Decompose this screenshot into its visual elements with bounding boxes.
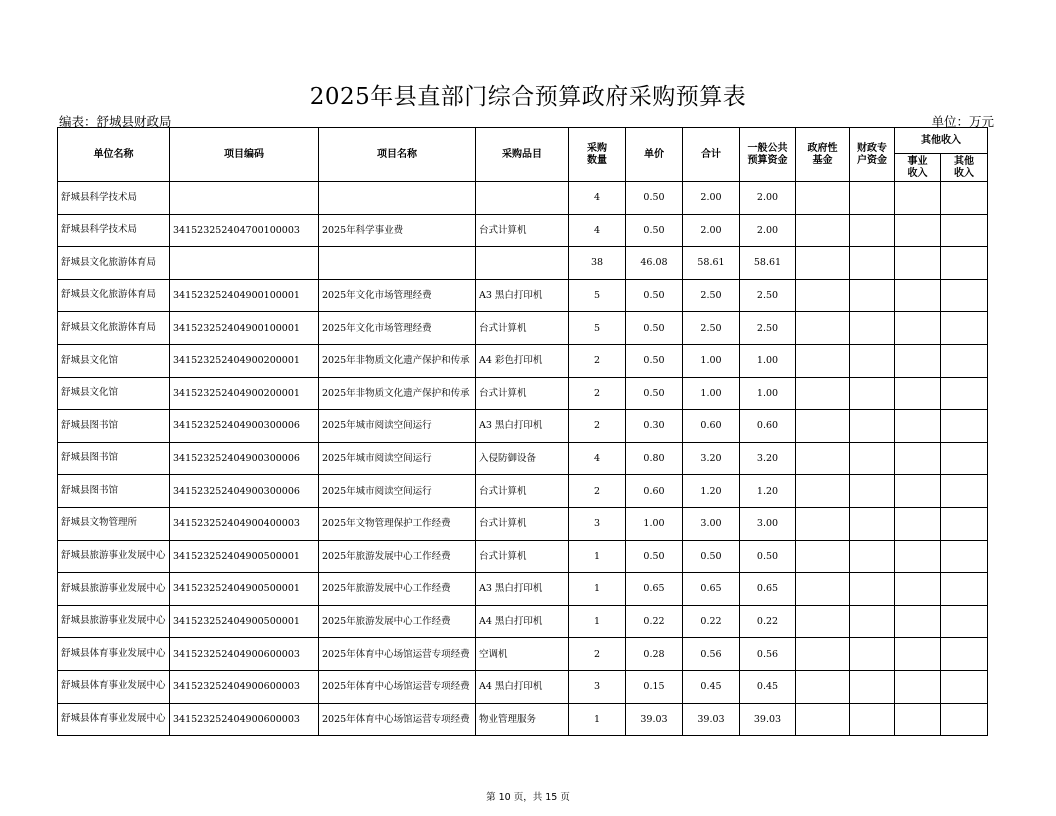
total-cell: 0.60 — [683, 410, 740, 443]
business-income-cell — [895, 377, 941, 410]
table-row — [58, 703, 988, 736]
other-income-cell — [941, 247, 988, 280]
total-cell: 1.00 — [683, 377, 740, 410]
special-fund-cell — [850, 247, 895, 280]
unit-cell: 舒城县旅游事业发展中心 — [58, 540, 170, 573]
quantity-cell: 1 — [569, 573, 626, 606]
price-cell: 0.65 — [626, 573, 683, 606]
other-income-cell — [941, 638, 988, 671]
header-business-income: 事业收入 — [895, 154, 941, 182]
unit-cell: 舒城县旅游事业发展中心 — [58, 605, 170, 638]
quantity-cell: 4 — [569, 214, 626, 247]
other-income-cell — [941, 573, 988, 606]
code-cell: 341523252404900100001 — [170, 279, 319, 312]
total-cell: 39.03 — [683, 703, 740, 736]
gov-fund-cell — [796, 638, 850, 671]
unit-cell: 舒城县图书馆 — [58, 475, 170, 508]
table-row — [58, 312, 988, 345]
table-row — [58, 507, 988, 540]
compiler-label: 编表：舒城县财政局 — [59, 114, 172, 129]
unit-cell: 舒城县旅游事业发展中心 — [58, 573, 170, 606]
other-income-cell — [941, 344, 988, 377]
total-cell: 0.22 — [683, 605, 740, 638]
gov-fund-cell — [796, 214, 850, 247]
general-budget-cell: 1.00 — [740, 377, 796, 410]
gov-fund-cell — [796, 475, 850, 508]
general-budget-cell: 2.00 — [740, 182, 796, 215]
business-income-cell — [895, 344, 941, 377]
project-name-cell — [319, 247, 476, 280]
project-name-cell: 2025年旅游发展中心工作经费 — [319, 605, 476, 638]
special-fund-cell — [850, 344, 895, 377]
business-income-cell — [895, 182, 941, 215]
special-fund-cell — [850, 475, 895, 508]
gov-fund-cell — [796, 540, 850, 573]
price-cell: 0.50 — [626, 312, 683, 345]
code-cell: 341523252404900500001 — [170, 605, 319, 638]
item-cell: A4 黑白打印机 — [476, 605, 569, 638]
business-income-cell — [895, 638, 941, 671]
unit-cell: 舒城县文物管理所 — [58, 507, 170, 540]
business-income-cell — [895, 247, 941, 280]
unit-cell: 舒城县体育事业发展中心 — [58, 638, 170, 671]
project-name-cell: 2025年文物管理保护工作经费 — [319, 507, 476, 540]
general-budget-cell: 58.61 — [740, 247, 796, 280]
other-income-cell — [941, 605, 988, 638]
total-cell: 3.20 — [683, 442, 740, 475]
general-budget-cell: 0.50 — [740, 540, 796, 573]
unit-cell: 舒城县图书馆 — [58, 442, 170, 475]
total-cell: 58.61 — [683, 247, 740, 280]
gov-fund-cell — [796, 182, 850, 215]
total-cell: 3.00 — [683, 507, 740, 540]
unit-cell: 舒城县文化旅游体育局 — [58, 312, 170, 345]
item-cell: 台式计算机 — [476, 377, 569, 410]
special-fund-cell — [850, 638, 895, 671]
total-cell: 2.00 — [683, 182, 740, 215]
quantity-cell: 1 — [569, 540, 626, 573]
unit-cell: 舒城县文化旅游体育局 — [58, 247, 170, 280]
procurement-budget-table — [57, 127, 988, 736]
other-income-cell — [941, 507, 988, 540]
business-income-cell — [895, 214, 941, 247]
page-title: 2025年县直部门综合预算政府采购预算表 — [309, 84, 747, 110]
code-cell: 341523252404700100003 — [170, 214, 319, 247]
price-cell: 0.80 — [626, 442, 683, 475]
quantity-cell: 4 — [569, 182, 626, 215]
table-row — [58, 214, 988, 247]
price-cell: 0.30 — [626, 410, 683, 443]
project-name-cell: 2025年非物质文化遗产保护和传承 — [319, 377, 476, 410]
code-cell: 341523252404900400003 — [170, 507, 319, 540]
other-income-cell — [941, 312, 988, 345]
price-cell: 1.00 — [626, 507, 683, 540]
header-project-name: 项目名称 — [319, 128, 476, 182]
gov-fund-cell — [796, 442, 850, 475]
quantity-cell: 2 — [569, 344, 626, 377]
total-cell: 0.50 — [683, 540, 740, 573]
header-gov-fund: 政府性基金 — [796, 128, 850, 182]
project-name-cell: 2025年城市阅读空间运行 — [319, 442, 476, 475]
project-name-cell: 2025年体育中心场馆运营专项经费 — [319, 703, 476, 736]
business-income-cell — [895, 540, 941, 573]
code-cell — [170, 247, 319, 280]
item-cell: 台式计算机 — [476, 475, 569, 508]
price-cell: 0.50 — [626, 214, 683, 247]
code-cell — [170, 182, 319, 215]
special-fund-cell — [850, 279, 895, 312]
project-name-cell: 2025年体育中心场馆运营专项经费 — [319, 670, 476, 703]
other-income-cell — [941, 475, 988, 508]
header-special-fund: 财政专户资金 — [850, 128, 895, 182]
gov-fund-cell — [796, 703, 850, 736]
code-cell: 341523252404900600003 — [170, 638, 319, 671]
gov-fund-cell — [796, 312, 850, 345]
quantity-cell: 5 — [569, 312, 626, 345]
code-cell: 341523252404900500001 — [170, 540, 319, 573]
table-row — [58, 182, 988, 215]
price-cell: 0.50 — [626, 540, 683, 573]
header-item: 采购品目 — [476, 128, 569, 182]
business-income-cell — [895, 410, 941, 443]
gov-fund-cell — [796, 573, 850, 606]
special-fund-cell — [850, 507, 895, 540]
table-row — [58, 344, 988, 377]
special-fund-cell — [850, 540, 895, 573]
business-income-cell — [895, 573, 941, 606]
business-income-cell — [895, 605, 941, 638]
special-fund-cell — [850, 410, 895, 443]
unit-cell: 舒城县文化馆 — [58, 344, 170, 377]
code-cell: 341523252404900300006 — [170, 442, 319, 475]
price-cell: 0.50 — [626, 279, 683, 312]
table-row — [58, 540, 988, 573]
item-cell: A3 黑白打印机 — [476, 279, 569, 312]
total-cell: 0.65 — [683, 573, 740, 606]
quantity-cell: 4 — [569, 442, 626, 475]
table-row — [58, 605, 988, 638]
general-budget-cell: 39.03 — [740, 703, 796, 736]
code-cell: 341523252404900200001 — [170, 377, 319, 410]
gov-fund-cell — [796, 377, 850, 410]
quantity-cell: 2 — [569, 377, 626, 410]
gov-fund-cell — [796, 605, 850, 638]
quantity-cell: 2 — [569, 638, 626, 671]
general-budget-cell: 0.45 — [740, 670, 796, 703]
gov-fund-cell — [796, 247, 850, 280]
general-budget-cell: 0.65 — [740, 573, 796, 606]
total-cell: 2.50 — [683, 279, 740, 312]
gov-fund-cell — [796, 507, 850, 540]
table-row — [58, 670, 988, 703]
other-income-cell — [941, 214, 988, 247]
project-name-cell — [319, 182, 476, 215]
item-cell: 台式计算机 — [476, 312, 569, 345]
business-income-cell — [895, 279, 941, 312]
project-name-cell: 2025年旅游发展中心工作经费 — [319, 540, 476, 573]
total-cell: 0.45 — [683, 670, 740, 703]
special-fund-cell — [850, 377, 895, 410]
special-fund-cell — [850, 703, 895, 736]
header-unit-name: 单位名称 — [58, 128, 170, 182]
code-cell: 341523252404900300006 — [170, 475, 319, 508]
table-row — [58, 475, 988, 508]
project-name-cell: 2025年旅游发展中心工作经费 — [319, 573, 476, 606]
price-cell: 39.03 — [626, 703, 683, 736]
project-name-cell: 2025年文化市场管理经费 — [319, 312, 476, 345]
business-income-cell — [895, 703, 941, 736]
unit-cell: 舒城县文化馆 — [58, 377, 170, 410]
table-row — [58, 573, 988, 606]
quantity-cell: 2 — [569, 475, 626, 508]
project-name-cell: 2025年非物质文化遗产保护和传承 — [319, 344, 476, 377]
code-cell: 341523252404900200001 — [170, 344, 319, 377]
project-name-cell: 2025年城市阅读空间运行 — [319, 410, 476, 443]
item-cell: 台式计算机 — [476, 540, 569, 573]
unit-label: 单位：万元 — [931, 114, 994, 129]
unit-cell: 舒城县科学技术局 — [58, 182, 170, 215]
project-name-cell: 2025年科学事业费 — [319, 214, 476, 247]
gov-fund-cell — [796, 279, 850, 312]
quantity-cell: 38 — [569, 247, 626, 280]
general-budget-cell: 1.20 — [740, 475, 796, 508]
other-income-cell — [941, 442, 988, 475]
price-cell: 0.50 — [626, 182, 683, 215]
item-cell: A3 黑白打印机 — [476, 410, 569, 443]
table-row — [58, 410, 988, 443]
business-income-cell — [895, 670, 941, 703]
code-cell: 341523252404900600003 — [170, 670, 319, 703]
item-cell — [476, 182, 569, 215]
price-cell: 0.28 — [626, 638, 683, 671]
other-income-cell — [941, 540, 988, 573]
item-cell: 台式计算机 — [476, 507, 569, 540]
price-cell: 46.08 — [626, 247, 683, 280]
price-cell: 0.50 — [626, 344, 683, 377]
general-budget-cell: 0.60 — [740, 410, 796, 443]
business-income-cell — [895, 475, 941, 508]
general-budget-cell: 0.56 — [740, 638, 796, 671]
special-fund-cell — [850, 312, 895, 345]
unit-cell: 舒城县体育事业发展中心 — [58, 670, 170, 703]
header-general-budget: 一般公共预算资金 — [740, 128, 796, 182]
special-fund-cell — [850, 182, 895, 215]
special-fund-cell — [850, 605, 895, 638]
other-income-cell — [941, 279, 988, 312]
general-budget-cell: 2.00 — [740, 214, 796, 247]
header-other-sub: 其他收入 — [941, 154, 988, 182]
general-budget-cell: 3.20 — [740, 442, 796, 475]
project-name-cell: 2025年体育中心场馆运营专项经费 — [319, 638, 476, 671]
table-row — [58, 442, 988, 475]
project-name-cell: 2025年城市阅读空间运行 — [319, 475, 476, 508]
quantity-cell: 3 — [569, 670, 626, 703]
special-fund-cell — [850, 573, 895, 606]
price-cell: 0.15 — [626, 670, 683, 703]
total-cell: 2.00 — [683, 214, 740, 247]
general-budget-cell: 2.50 — [740, 279, 796, 312]
code-cell: 341523252404900600003 — [170, 703, 319, 736]
other-income-cell — [941, 410, 988, 443]
item-cell: 台式计算机 — [476, 214, 569, 247]
business-income-cell — [895, 442, 941, 475]
header-price: 单价 — [626, 128, 683, 182]
quantity-cell: 3 — [569, 507, 626, 540]
special-fund-cell — [850, 442, 895, 475]
item-cell: 物业管理服务 — [476, 703, 569, 736]
general-budget-cell: 2.50 — [740, 312, 796, 345]
quantity-cell: 1 — [569, 703, 626, 736]
header-quantity: 采购数量 — [569, 128, 626, 182]
total-cell: 1.20 — [683, 475, 740, 508]
item-cell — [476, 247, 569, 280]
price-cell: 0.50 — [626, 377, 683, 410]
special-fund-cell — [850, 214, 895, 247]
business-income-cell — [895, 507, 941, 540]
gov-fund-cell — [796, 670, 850, 703]
general-budget-cell: 3.00 — [740, 507, 796, 540]
code-cell: 341523252404900300006 — [170, 410, 319, 443]
other-income-cell — [941, 670, 988, 703]
unit-cell: 舒城县体育事业发展中心 — [58, 703, 170, 736]
table-row — [58, 638, 988, 671]
header-other-income: 其他收入 — [895, 128, 988, 154]
item-cell: 入侵防御设备 — [476, 442, 569, 475]
item-cell: A4 黑白打印机 — [476, 670, 569, 703]
unit-cell: 舒城县图书馆 — [58, 410, 170, 443]
header-project-code: 项目编码 — [170, 128, 319, 182]
table-row — [58, 279, 988, 312]
other-income-cell — [941, 703, 988, 736]
other-income-cell — [941, 377, 988, 410]
table-row — [58, 377, 988, 410]
code-cell: 341523252404900100001 — [170, 312, 319, 345]
unit-cell: 舒城县文化旅游体育局 — [58, 279, 170, 312]
code-cell: 341523252404900500001 — [170, 573, 319, 606]
special-fund-cell — [850, 670, 895, 703]
gov-fund-cell — [796, 344, 850, 377]
price-cell: 0.60 — [626, 475, 683, 508]
price-cell: 0.22 — [626, 605, 683, 638]
quantity-cell: 1 — [569, 605, 626, 638]
item-cell: A4 彩色打印机 — [476, 344, 569, 377]
business-income-cell — [895, 312, 941, 345]
total-cell: 0.56 — [683, 638, 740, 671]
quantity-cell: 5 — [569, 279, 626, 312]
general-budget-cell: 0.22 — [740, 605, 796, 638]
item-cell: 空调机 — [476, 638, 569, 671]
total-cell: 1.00 — [683, 344, 740, 377]
unit-cell: 舒城县科学技术局 — [58, 214, 170, 247]
general-budget-cell: 1.00 — [740, 344, 796, 377]
project-name-cell: 2025年文化市场管理经费 — [319, 279, 476, 312]
quantity-cell: 2 — [569, 410, 626, 443]
other-income-cell — [941, 182, 988, 215]
header-row — [58, 128, 988, 154]
header-total: 合计 — [683, 128, 740, 182]
table-row — [58, 247, 988, 280]
gov-fund-cell — [796, 410, 850, 443]
total-cell: 2.50 — [683, 312, 740, 345]
item-cell: A3 黑白打印机 — [476, 573, 569, 606]
page-number: 第 10 页，共 15 页 — [486, 792, 570, 803]
